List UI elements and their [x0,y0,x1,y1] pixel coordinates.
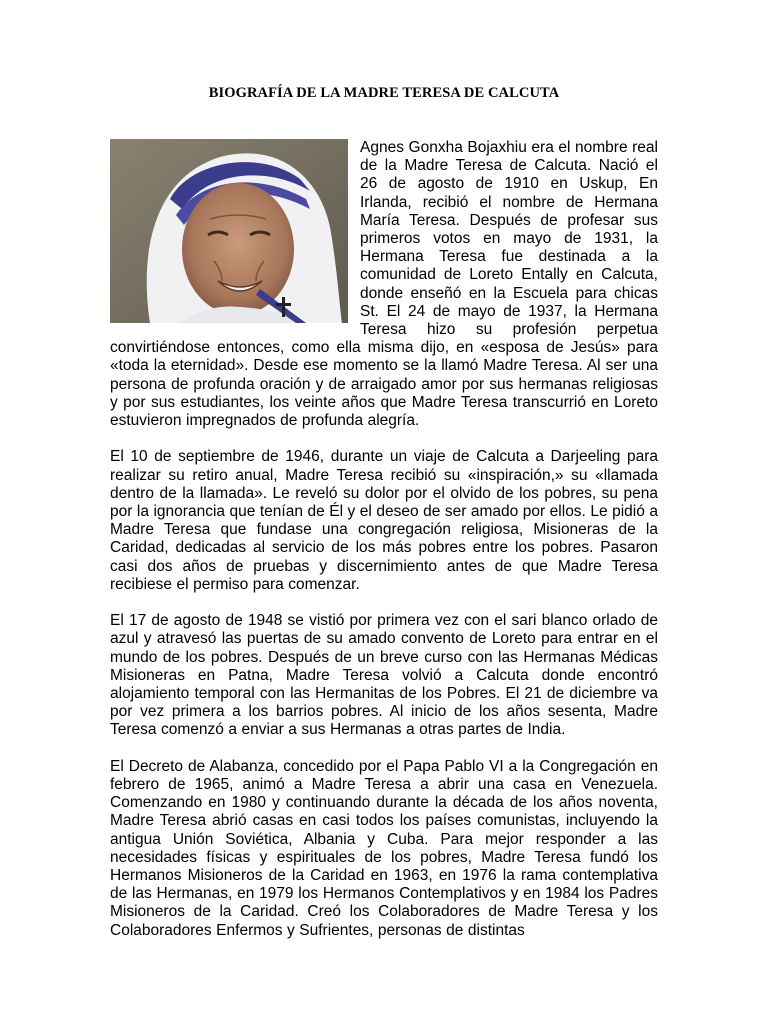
paragraph-1: Agnes Gonxha Bojaxhiu era el nombre real de la Madre Teresa de Calcuta. Nació el 26 de agosto de 1910 en Uskup, En Irlanda, recibió el nombre de Hermana María Teresa. Después de profesar sus primeros votos en mayo de 1931, la Hermana Teresa fue destinada a la comunidad de Loreto Entally en Calcuta, donde enseñó en la Escuela para chicas St. El 24 de mayo de 1937, la Hermana Teresa hizo su profesión perpetua convirtiéndose entonces, como ella misma dijo, en «esposa de Jesús» para «toda la eternidad». Desde ese momento se la llamó Madre Teresa. Al ser una persona de profunda oración y de arraigado amor por sus hermanas religiosas y por sus estudiantes, los veinte años que Madre Teresa transcurrió en Loreto estuvieron impregnados de profunda alegría. [110,139,658,430]
document-page [110,85,658,958]
portrait-photo [110,139,348,323]
paragraph-4: El Decreto de Alabanza, concedido por el Papa Pablo VI a la Congregación en febrero de 1965, animó a Madre Teresa a abrir una casa en Venezuela. Comenzando en 1980 y continuando durante la década de los años noventa, Madre Teresa abrió casas en casi todos los países comunistas, incluyendo la antigua Unión Soviética, Albania y Cuba. Para mejor responder a las necesidades físicas y espirituales de los pobres, Madre Teresa fundó los Hermanos Misioneros de la Caridad en 1963, en 1976 la rama contemplativa de las Hermanas, en 1979 los Hermanos Contemplativos y en 1984 los Padres Misioneros de la Caridad. Creó los Colaboradores de Madre Teresa y los Colaboradores Enfermos y Sufrientes, personas de distintas [110,757,658,939]
document-title: BIOGRAFÍA DE LA MADRE TERESA DE CALCUTA [208,85,560,101]
paragraph-3: El 17 de agosto de 1948 se vistió por primera vez con el sari blanco orlado de azul y atravesó las puertas de su amado convento de Loreto para entrar en el mundo de los pobres. Después de un breve curso con las Hermanas Médicas Misioneras en Patna, Madre Teresa volvió a Calcuta donde encontró alojamiento temporal con las Hermanitas de los Pobres. El 21 de diciembre va por vez primera a los barrios pobres. Al inicio de los años sesenta, Madre Teresa comenzó a enviar a sus Hermanas a otras partes de India. [110,612,658,739]
paragraph-2: El 10 de septiembre de 1946, durante un viaje de Calcuta a Darjeeling para realizar su retiro anual, Madre Teresa recibió su «inspiración,» su «llamada dentro de la llamada». Le reveló su dolor por el olvido de los pobres, su pena por la ignorancia que tenían de Él y el deseo de ser amado por ellos. Le pidió a Madre Teresa que fundase una congregación religiosa, Misioneras de la Caridad, dedicadas al servicio de los más pobres entre los pobres. Pasaron casi dos años de pruebas y discernimiento antes de que Madre Teresa recibiese el permiso para comenzar. [110,448,658,593]
